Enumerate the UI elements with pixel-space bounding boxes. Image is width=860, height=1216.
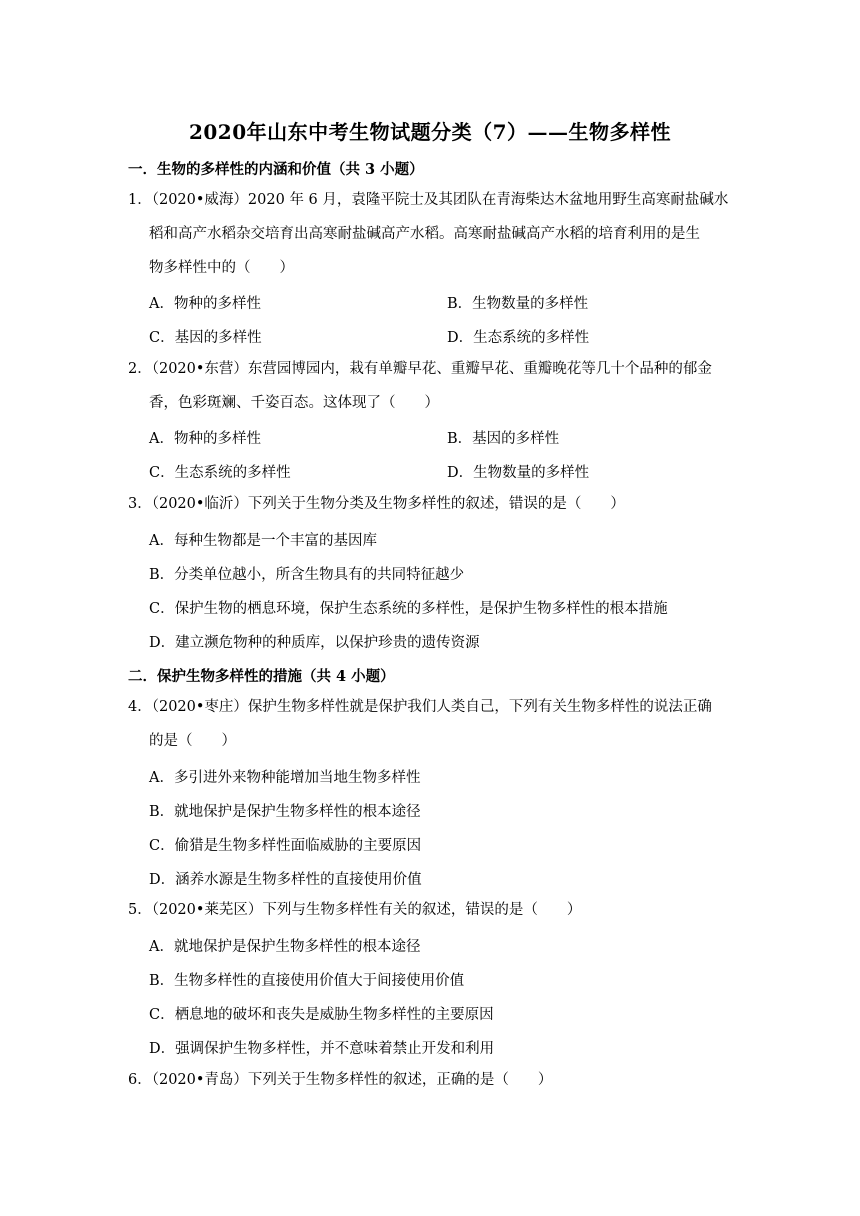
question-2-line-1: 2．（2020•东营）东营园博园内，栽有单瓣早花、重瓣早花、重瓣晚花等几十个品种的郁金 xyxy=(128,361,712,377)
question-2-option-b: B．基因的多样性 xyxy=(447,431,560,447)
question-1-option-b: B．生物数量的多样性 xyxy=(447,296,589,312)
question-2 xyxy=(128,352,738,420)
question-5 xyxy=(128,893,738,927)
question-2-line-2: 香，色彩斑斓、千姿百态。这体现了（ ） xyxy=(149,395,439,411)
document-title: 2020年山东中考生物试题分类（7）——生物多样性 xyxy=(188,120,672,144)
question-1-option-d: D．生态系统的多样性 xyxy=(447,330,590,346)
question-4 xyxy=(128,690,738,758)
section-heading-1: 一．生物的多样性的内涵和价值（共 3 小题） xyxy=(128,161,424,178)
question-5-option-a: A．就地保护是保护生物多样性的根本途径 xyxy=(149,939,421,955)
question-3-option-c: C．保护生物的栖息环境，保护生态系统的多样性，是保护生物多样性的根本措施 xyxy=(149,601,668,617)
question-6 xyxy=(128,1063,738,1097)
question-3-line-1: 3．（2020•临沂）下列关于生物分类及生物多样性的叙述，错误的是（ ） xyxy=(128,496,625,512)
question-1-option-c: C．基因的多样性 xyxy=(149,330,262,346)
question-3-option-a: A．每种生物都是一个丰富的基因库 xyxy=(149,533,377,549)
question-1-line-2: 稻和高产水稻杂交培育出高寒耐盐碱高产水稻。高寒耐盐碱高产水稻的培育利用的是生 xyxy=(149,226,700,242)
question-3-option-b: B．分类单位越小，所含生物具有的共同特征越少 xyxy=(149,567,465,583)
question-4-line-2: 的是（ ） xyxy=(149,733,236,749)
question-1-line-3: 物多样性中的（ ） xyxy=(149,260,294,276)
question-4-option-c: C．偷猎是生物多样性面临威胁的主要原因 xyxy=(149,838,422,854)
question-1 xyxy=(128,183,738,285)
question-1-line-1: 1．（2020•威海）2020 年 6 月，袁隆平院士及其团队在青海柴达木盆地用野生高寒耐盐碱水 xyxy=(128,192,729,208)
question-3-option-d: D．建立濒危物种的种质库，以保护珍贵的遗传资源 xyxy=(149,635,480,651)
question-2-option-d: D．生物数量的多样性 xyxy=(447,465,590,481)
question-5-line-1: 5．（2020•莱芜区）下列与生物多样性有关的叙述，错误的是（ ） xyxy=(128,902,582,918)
section-heading-2: 二．保护生物多样性的措施（共 4 小题） xyxy=(128,668,395,685)
question-5-option-b: B．生物多样性的直接使用价值大于间接使用价值 xyxy=(149,973,465,989)
question-5-option-d: D．强调保护生物多样性，并不意味着禁止开发和利用 xyxy=(149,1041,495,1057)
question-4-option-d: D．涵养水源是生物多样性的直接使用价值 xyxy=(149,872,422,888)
question-2-option-c: C．生态系统的多样性 xyxy=(149,465,291,481)
question-6-line-1: 6．（2020•青岛）下列关于生物多样性的叙述，正确的是（ ） xyxy=(128,1072,553,1088)
question-2-option-a: A．物种的多样性 xyxy=(149,431,261,447)
question-4-option-a: A．多引进外来物种能增加当地生物多样性 xyxy=(149,770,421,786)
question-1-option-a: A．物种的多样性 xyxy=(149,296,261,312)
question-4-option-b: B．就地保护是保护生物多样性的根本途径 xyxy=(149,804,421,820)
question-3 xyxy=(128,487,738,521)
question-4-line-1: 4．（2020•枣庄）保护生物多样性就是保护我们人类自己，下列有关生物多样性的说法正确 xyxy=(128,699,712,715)
question-5-option-c: C．栖息地的破坏和丧失是威胁生物多样性的主要原因 xyxy=(149,1007,494,1023)
